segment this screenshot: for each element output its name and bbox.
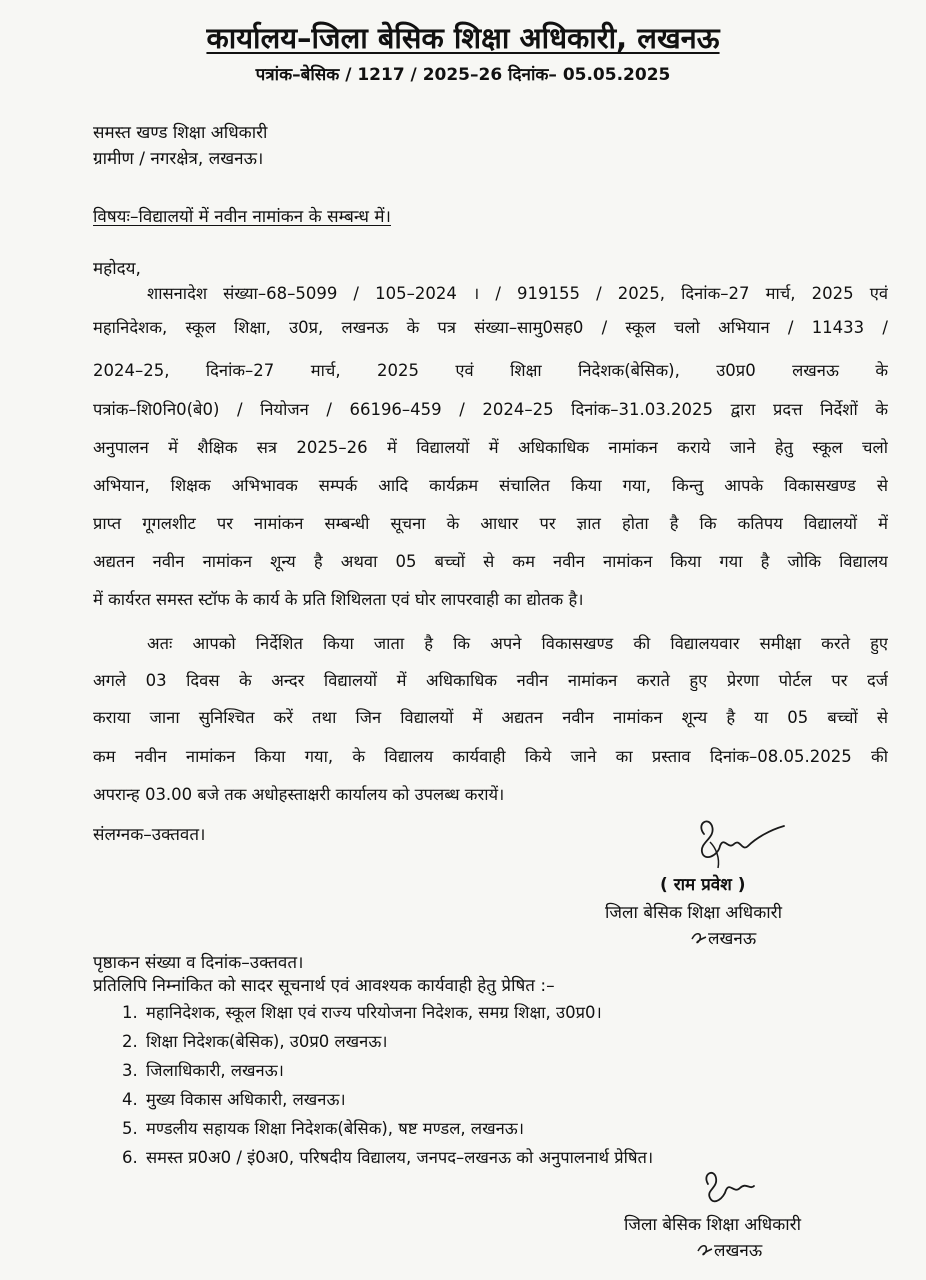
signatory-place <box>690 926 756 949</box>
body-para2-line: कराया जाना सुनिश्चित करें तथा जिन विद्यालयों में अद्यतन नवीन नामांकन शून्य है या 05 बच्चों से <box>93 708 888 727</box>
body-para1-line: अद्यतन नवीन नामांकन शून्य है अथवा 05 बच्चों से कम नवीन नामांकन किया गया है जोकि विद्यालय <box>93 552 888 571</box>
footer-designation: जिला बेसिक शिक्षा अधिकारी <box>624 1215 802 1235</box>
reference-number: पत्रांक–बेसिक / 1217 / 2025–26 दिनांक– 05.05.2025 <box>255 65 671 85</box>
copy-list-item: 5. मण्डलीय सहायक शिक्षा निदेशक(बेसिक), षष्ट मण्डल, लखनऊ। <box>122 1119 524 1138</box>
addressee-line-1: समस्त खण्ड शिक्षा अधिकारी <box>93 123 268 143</box>
copy-list-item: 4. मुख्य विकास अधिकारी, लखनऊ। <box>122 1090 346 1109</box>
copy-list <box>122 1000 653 1174</box>
initial-mark-icon <box>696 1241 714 1259</box>
footer-place <box>696 1238 762 1261</box>
body-para1-line: 2024–25, दिनांक–27 मार्च, 2025 एवं शिक्षा निदेशक(बेसिक), उ0प्र0 लखनऊ के <box>93 361 888 380</box>
copy-list-item: 1. महानिदेशक, स्कूल शिक्षा एवं राज्य परियोजना निदेशक, समग्र शिक्षा, उ0प्र0। <box>122 1003 602 1022</box>
body-para2-line: अपरान्ह 03.00 बजे तक अधोहस्ताक्षरी कार्यालय को उपलब्ध करायें। <box>93 785 505 804</box>
copy-list-item: 3. जिलाधिकारी, लखनऊ। <box>122 1061 284 1080</box>
addressee-line-2: ग्रामीण / नगरक्षेत्र, लखनऊ। <box>93 149 264 169</box>
subject-line: विषयः–विद्यालयों में नवीन नामांकन के सम्बन्ध में। <box>93 207 391 227</box>
initial-mark-icon <box>690 929 708 947</box>
signatory-place-text: लखनऊ <box>708 929 757 949</box>
officer-initials-signature <box>698 1164 758 1212</box>
body-para2-line: अतः आपको निर्देशित किया जाता है कि अपने विकासखण्ड की विद्यालयवार समीक्षा करते हुए <box>147 634 888 653</box>
body-para2-line: अगले 03 दिवस के अन्दर विद्यालयों में अधिकाधिक नवीन नामांकन कराते हुए प्रेरणा पोर्टल पर दर्ज <box>93 671 888 690</box>
office-title: कार्यालय–जिला बेसिक शिक्षा अधिकारी, लखनऊ <box>206 21 720 55</box>
body-para1-line: महानिदेशक, स्कूल शिक्षा, उ0प्र, लखनऊ के पत्र संख्या–सामु0सह0 / स्कूल चलो अभियान / 11433 / <box>93 318 888 337</box>
endorsement-line: पृष्ठाकन संख्या व दिनांक–उक्तवत। <box>93 953 304 973</box>
body-para1-line: पत्रांक–शि0नि0(बे0) / नियोजन / 66196–459 / 2024–25 दिनांक–31.03.2025 द्वारा प्रदत्त निर्देशों के <box>93 400 888 419</box>
copy-to-intro: प्रतिलिपि निम्नांकित को सादर सूचनार्थ एवं आवश्यक कार्यवाही हेतु प्रेषित :– <box>93 976 555 996</box>
footer-place-text: लखनऊ <box>714 1241 763 1261</box>
body-para1-line: शासनादेश संख्या–68–5099 / 105–2024 । / 919155 / 2025, दिनांक–27 मार्च, 2025 एवं <box>147 284 888 303</box>
copy-list-item: 2. शिक्षा निदेशक(बेसिक), उ0प्र0 लखनऊ। <box>122 1032 388 1051</box>
body-para1-line: अनुपालन में शैक्षिक सत्र 2025–26 में विद्यालयों में अधिकाधिक नामांकन कराये जाने हेतु स्कूल चलो <box>93 438 888 457</box>
body-para1-line: में कार्यरत समस्त स्टॉफ के कार्य के प्रति शिथिलता एवं घोर लापरवाही का द्योतक है। <box>93 590 584 609</box>
copy-list-item: 6. समस्त प्र0अ0 / इं0अ0, परिषदीय विद्यालय, जनपद–लखनऊ को अनुपालनार्थ प्रेषित। <box>122 1148 654 1167</box>
signatory-designation: जिला बेसिक शिक्षा अधिकारी <box>605 903 783 923</box>
body-para2-line: कम नवीन नामांकन किया गया, के विद्यालय कार्यवाही किये जाने का प्रस्ताव दिनांक–08.05.2025 की <box>93 747 888 766</box>
officer-signature <box>690 812 790 880</box>
enclosure-note: संलग्नक–उक्तवत। <box>93 825 206 845</box>
signatory-name: ( राम प्रवेश ) <box>660 875 746 895</box>
salutation: महोदय, <box>93 259 141 279</box>
body-para1-line: अभियान, शिक्षक अभिभावक सम्पर्क आदि कार्यक्रम संचालित किया गया, किन्तु आपके विकासखण्ड से <box>93 476 888 495</box>
body-para1-line: प्राप्त गूगलशीट पर नामांकन सम्बन्धी सूचना के आधार पर ज्ञात होता है कि कतिपय विद्यालयों में <box>93 514 888 533</box>
